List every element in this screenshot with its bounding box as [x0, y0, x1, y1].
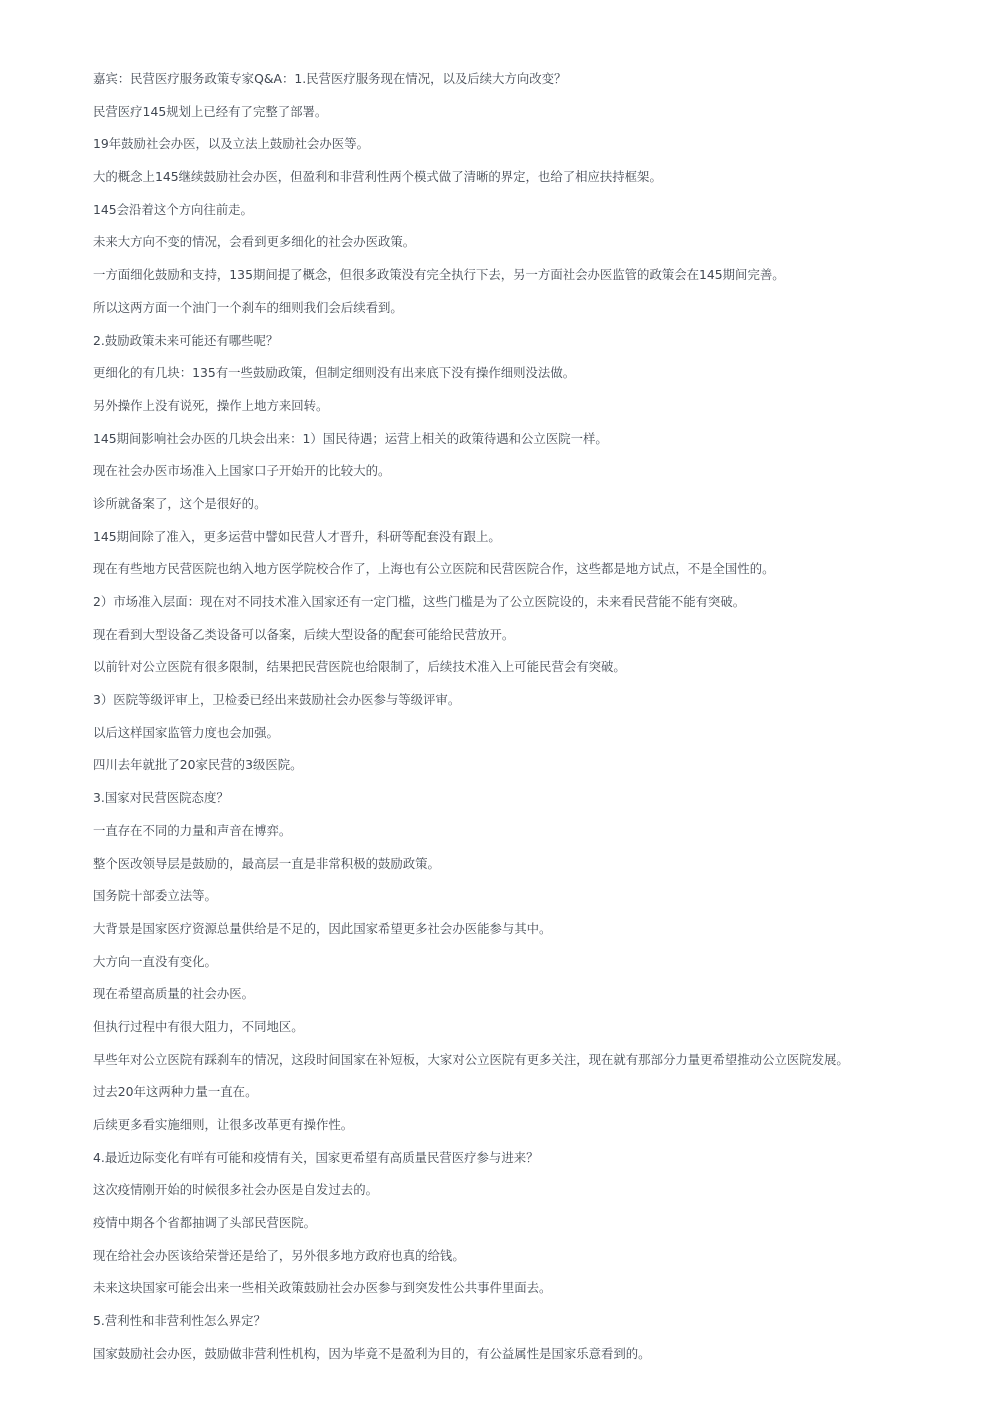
paragraph-line: 145会沿着这个方向往前走。: [93, 201, 253, 217]
paragraph-line: 另外操作上没有说死，操作上地方来回转。: [93, 397, 329, 413]
paragraph-line: 现在有些地方民营医院也纳入地方医学院校合作了，上海也有公立医院和民营医院合作，这些都是地方试点，不是全国性的。: [93, 561, 775, 577]
paragraph-line: 这次疫情刚开始的时候很多社会办医是自发过去的。: [93, 1182, 378, 1198]
paragraph-line: 嘉宾：民营医疗服务政策专家Q&A：1.民营医疗服务现在情况，以及后续大方向改变？: [93, 71, 567, 86]
paragraph-line: 一方面细化鼓励和支持，135期间提了概念，但很多政策没有完全执行下去，另一方面社会办医监管的政策会在145期间完善。: [93, 267, 785, 283]
paragraph-line: 一直存在不同的力量和声音在博弈。: [93, 822, 292, 838]
paragraph-line: 未来大方向不变的情况，会看到更多细化的社会办医政策。: [93, 234, 416, 250]
paragraph-line: 2）市场准入层面：现在对不同技术准入国家还有一定门槛，这些门槛是为了公立医院设的，未来看民营能不能有突破。: [93, 594, 746, 609]
paragraph-line: 未来这块国家可能会出来一些相关政策鼓励社会办医参与到突发性公共事件里面去。: [93, 1280, 552, 1296]
paragraph-line: 疫情中期各个省都抽调了头部民营医院。: [93, 1215, 317, 1231]
paragraph-line: 诊所就备案了，这个是很好的。: [93, 495, 267, 511]
document-body: [93, 69, 973, 1377]
paragraph-line: 现在看到大型设备乙类设备可以备案，后续大型设备的配套可能给民营放开。: [93, 626, 515, 642]
paragraph-line: 现在希望高质量的社会办医。: [93, 986, 255, 1002]
paragraph-line: 更细化的有几块：135有一些鼓励政策，但制定细则没有出来底下没有操作细则没法做。: [93, 365, 576, 381]
question-heading: 4.最近边际变化有咩有可能和疫情有关，国家更希望有高质量民营医疗参与进来？: [93, 1149, 539, 1165]
paragraph-line: 现在给社会办医该给荣誉还是给了，另外很多地方政府也真的给钱。: [93, 1247, 465, 1263]
paragraph-line: 大的概念上145继续鼓励社会办医，但盈利和非营利性两个模式做了清晰的界定，也给了相应扶持框架。: [93, 169, 662, 185]
paragraph-line: 大方向一直没有变化。: [93, 953, 217, 969]
paragraph-line: 145期间影响社会办医的几块会出来：1）国民待遇；运营上相关的政策待遇和公立医院一样。: [93, 430, 608, 446]
question-heading: 2.鼓励政策未来可能还有哪些呢？: [93, 332, 279, 348]
paragraph-line: 四川去年就批了20家民营的3级医院。: [93, 757, 303, 773]
paragraph-line: 3）医院等级评审上，卫检委已经出来鼓励社会办医参与等级评审。: [93, 692, 461, 708]
paragraph-line: 后续更多看实施细则，让很多改革更有操作性。: [93, 1117, 354, 1132]
question-heading: 3.国家对民营医院态度？: [93, 790, 229, 806]
paragraph-line: 国家鼓励社会办医，鼓励做非营利性机构，因为毕竟不是盈利为目的，有公益属性是国家乐意看到的。: [93, 1345, 651, 1361]
paragraph-line: 145期间除了准入，更多运营中譬如民营人才晋升，科研等配套没有跟上。: [93, 528, 501, 544]
paragraph-line: 现在社会办医市场准入上国家口子开始开的比较大的。: [93, 463, 391, 479]
paragraph-line: 大背景是国家医疗资源总量供给是不足的，因此国家希望更多社会办医能参与其中。: [93, 920, 552, 936]
paragraph-line: 以后这样国家监管力度也会加强。: [93, 724, 279, 740]
paragraph-line: 以前针对公立医院有很多限制，结果把民营医院也给限制了，后续技术准入上可能民营会有突破。: [93, 659, 626, 675]
paragraph-line: 整个医改领导层是鼓励的，最高层一直是非常积极的鼓励政策。: [93, 855, 440, 871]
question-heading: 5.营利性和非营利性怎么界定？: [93, 1313, 266, 1329]
paragraph-line: 早些年对公立医院有踩刹车的情况，这段时间国家在补短板，大家对公立医院有更多关注，现在就有那部分力量更希望推动公立医院发展。: [93, 1051, 849, 1067]
paragraph-line: 民营医疗145规划上已经有了完整了部署。: [93, 103, 328, 119]
paragraph-line: 所以这两方面一个油门一个刹车的细则我们会后续看到。: [93, 299, 403, 315]
paragraph-line: 过去20年这两种力量一直在。: [93, 1084, 258, 1100]
paragraph-line: 但执行过程中有很大阻力，不同地区。: [93, 1018, 304, 1034]
paragraph-line: 19年鼓励社会办医，以及立法上鼓励社会办医等。: [93, 136, 369, 152]
paragraph-line: 国务院十部委立法等。: [93, 888, 217, 904]
